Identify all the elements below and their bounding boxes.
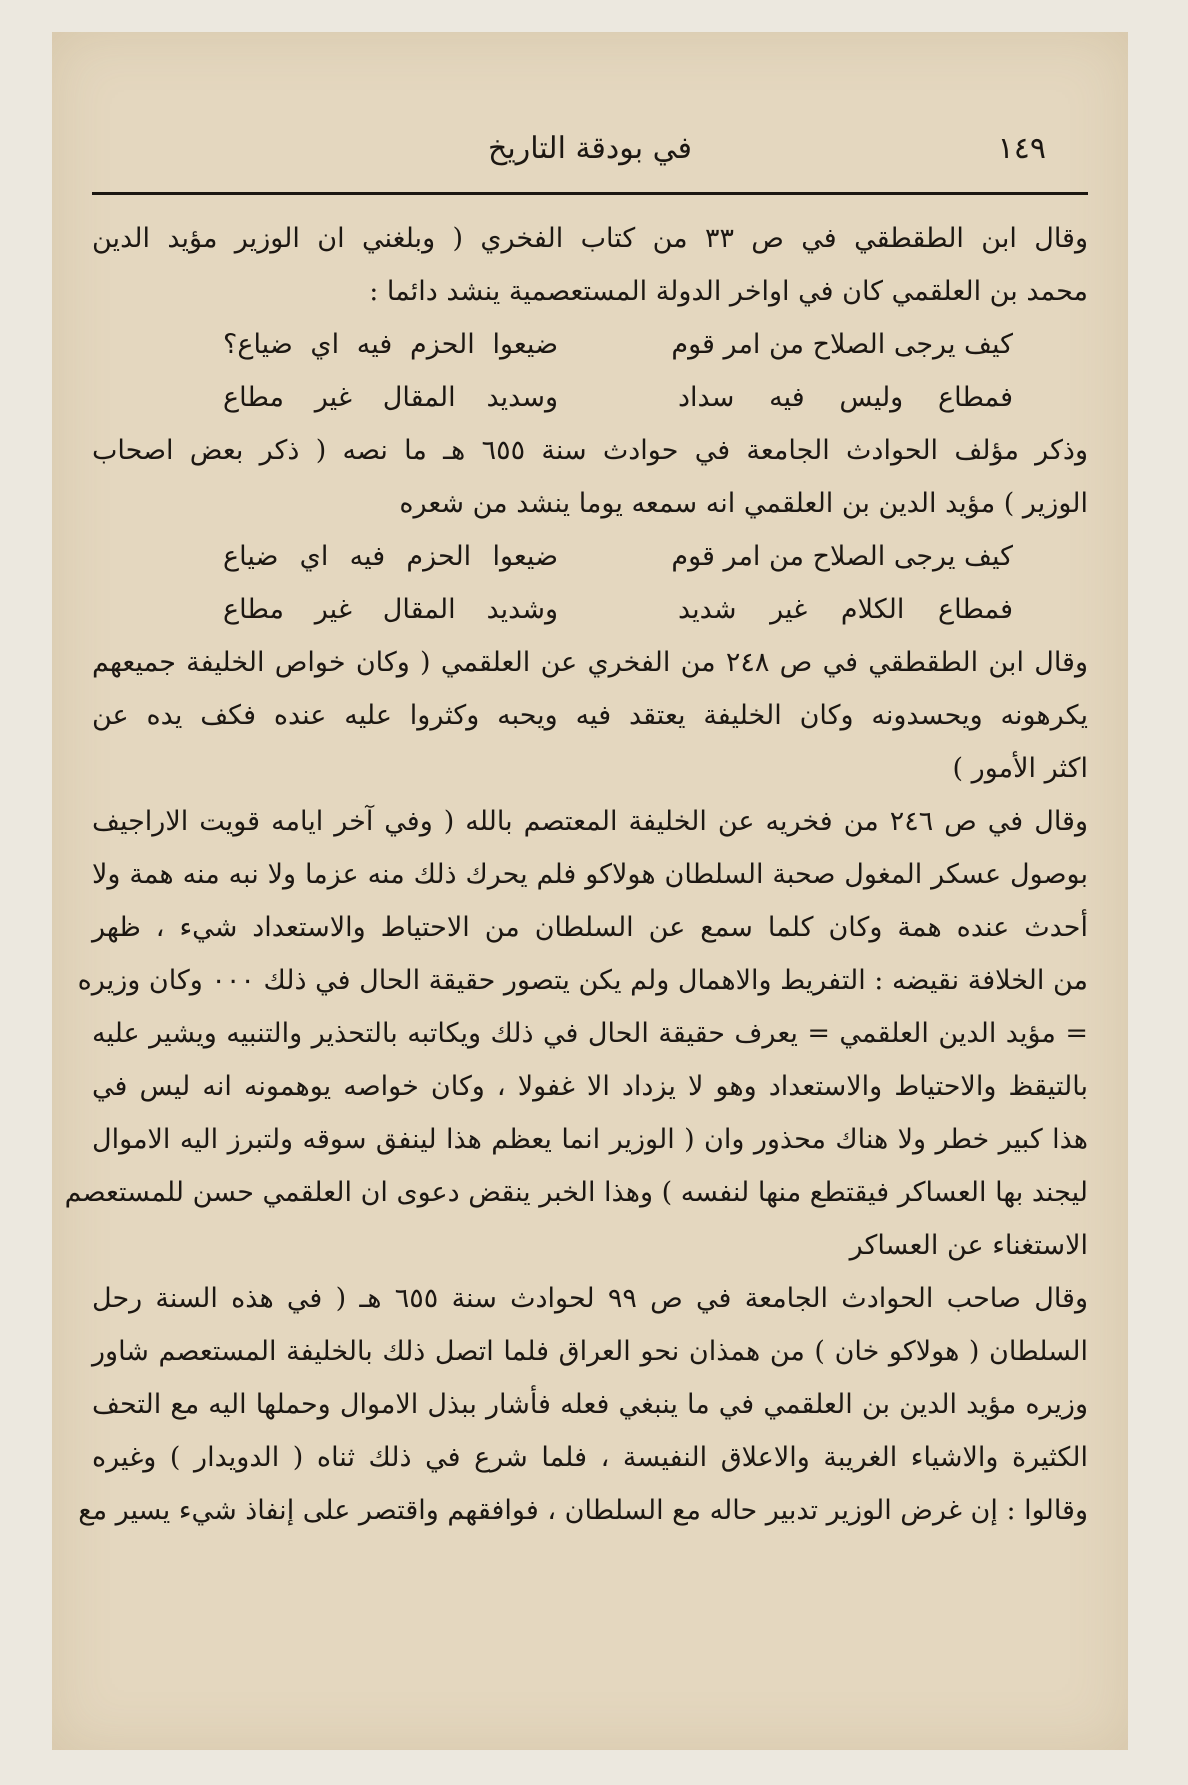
running-title: في بودقة التاريخ (488, 131, 692, 166)
running-header (92, 127, 1088, 183)
text-line: بالتيقظ والاحتياط والاستعداد وهو لا يزداد الا غفولا ، وكان خواصه يوهمونه انه ليس في (92, 1071, 1088, 1102)
text-line: الاستغناء عن العساكر (849, 1230, 1088, 1261)
text-line: السلطان ( هولاكو خان ) من همذان نحو العراق فلما اتصل ذلك بالخليفة المستعصم شاور (92, 1336, 1088, 1367)
text-line: وقال ابن الطقطقي في ص ٣٣ من كتاب الفخري ( وبلغني ان الوزير مؤيد الدين (92, 223, 1088, 254)
verse-first-hemistich: فمطاع الكلام غير شديد (678, 594, 1013, 625)
text-line: بوصول عسكر المغول صحبة السلطان هولاكو فلم يحرك ذلك منه عزما ولا نبه منه همة ولا (92, 859, 1088, 890)
text-line: وزيره مؤيد الدين بن العلقمي في ما ينبغي فعله فأشار ببذل الاموال وحملها اليه مع التحف (92, 1389, 1088, 1420)
verse-first-hemistich: فمطاع وليس فيه سداد (678, 382, 1013, 413)
verse-first-hemistich: كيف يرجى الصلاح من امر قوم (671, 541, 1013, 572)
text-line: ليجند بها العساكر فيقتطع منها لنفسه ) وهذا الخبر ينقض دعوى ان العلقمي حسن للمستعصم (64, 1177, 1088, 1208)
text-line: = مؤيد الدين العلقمي = يعرف حقيقة الحال في ذلك ويكاتبه بالتحذير والتنبيه ويشير عليه (92, 1018, 1088, 1049)
text-line: وقال في ص ٢٤٦ من فخريه عن الخليفة المعتصم بالله ( وفي آخر ايامه قويت الاراجيف (92, 806, 1088, 837)
text-line: من الخلافة نقيضه : التفريط والاهمال ولم يكن يتصور حقيقة الحال في ذلك ٠٠٠ وكان وزيره (77, 965, 1088, 996)
text-line: وقال صاحب الحوادث الجامعة في ص ٩٩ لحوادث سنة ٦٥٥ هـ ( في هذه السنة رحل (92, 1283, 1089, 1314)
text-line: الوزير ) مؤيد الدين بن العلقمي انه سمعه يوما ينشد من شعره (399, 488, 1088, 519)
text-line: وذكر مؤلف الحوادث الجامعة في حوادث سنة ٦٥٥ هـ ما نصه ( ذكر بعض اصحاب (92, 435, 1088, 466)
verse-second-hemistich: ضيعوا الحزم فيه اي ضياع (223, 541, 558, 572)
page-body (64, 212, 1089, 1537)
verse-line (92, 371, 1088, 424)
verse-second-hemistich: ضيعوا الحزم فيه اي ضياع؟ (223, 329, 558, 360)
text-line: وقالوا : إن غرض الوزير تدبير حاله مع السلطان ، فوافقهم واقتصر على إنفاذ شيء يسير مع (78, 1495, 1088, 1526)
text-line: الكثيرة والاشياء الغريبة والاعلاق النفيسة ، فلما شرع في ذلك ثناه ( الدويدار ) وغيره (92, 1442, 1088, 1473)
verse-line (92, 530, 1088, 583)
verse-first-hemistich: كيف يرجى الصلاح من امر قوم (671, 329, 1013, 360)
verse-second-hemistich: وسديد المقال غير مطاع (223, 382, 558, 413)
verse-line (92, 583, 1088, 636)
verse-second-hemistich: وشديد المقال غير مطاع (223, 594, 558, 625)
page-number: ١٤٩ (997, 131, 1046, 166)
header-rule (92, 192, 1088, 195)
text-line: محمد بن العلقمي كان في اواخر الدولة المستعصمية ينشد دائما : (369, 276, 1088, 307)
text-line: أحدث عنده همة وكان كلما سمع عن السلطان من الاحتياط والاستعداد شيء ، ظهر (92, 912, 1088, 943)
text-line: يكرهونه ويحسدونه وكان الخليفة يعتقد فيه ويحبه وكثروا عليه عنده فكف يده عن (92, 700, 1088, 731)
text-line: اكثر الأمور ) (952, 753, 1088, 784)
book-page (52, 32, 1128, 1750)
text-line: وقال ابن الطقطقي في ص ٢٤٨ من الفخري عن العلقمي ( وكان خواص الخليفة جميعهم (92, 647, 1089, 678)
verse-line (92, 318, 1088, 371)
text-line: هذا كبير خطر ولا هناك محذور وان ( الوزير انما يعظم هذا لينفق سوقه ولتبرز اليه الاموال (92, 1124, 1088, 1155)
page-text-area (64, 32, 1089, 1750)
